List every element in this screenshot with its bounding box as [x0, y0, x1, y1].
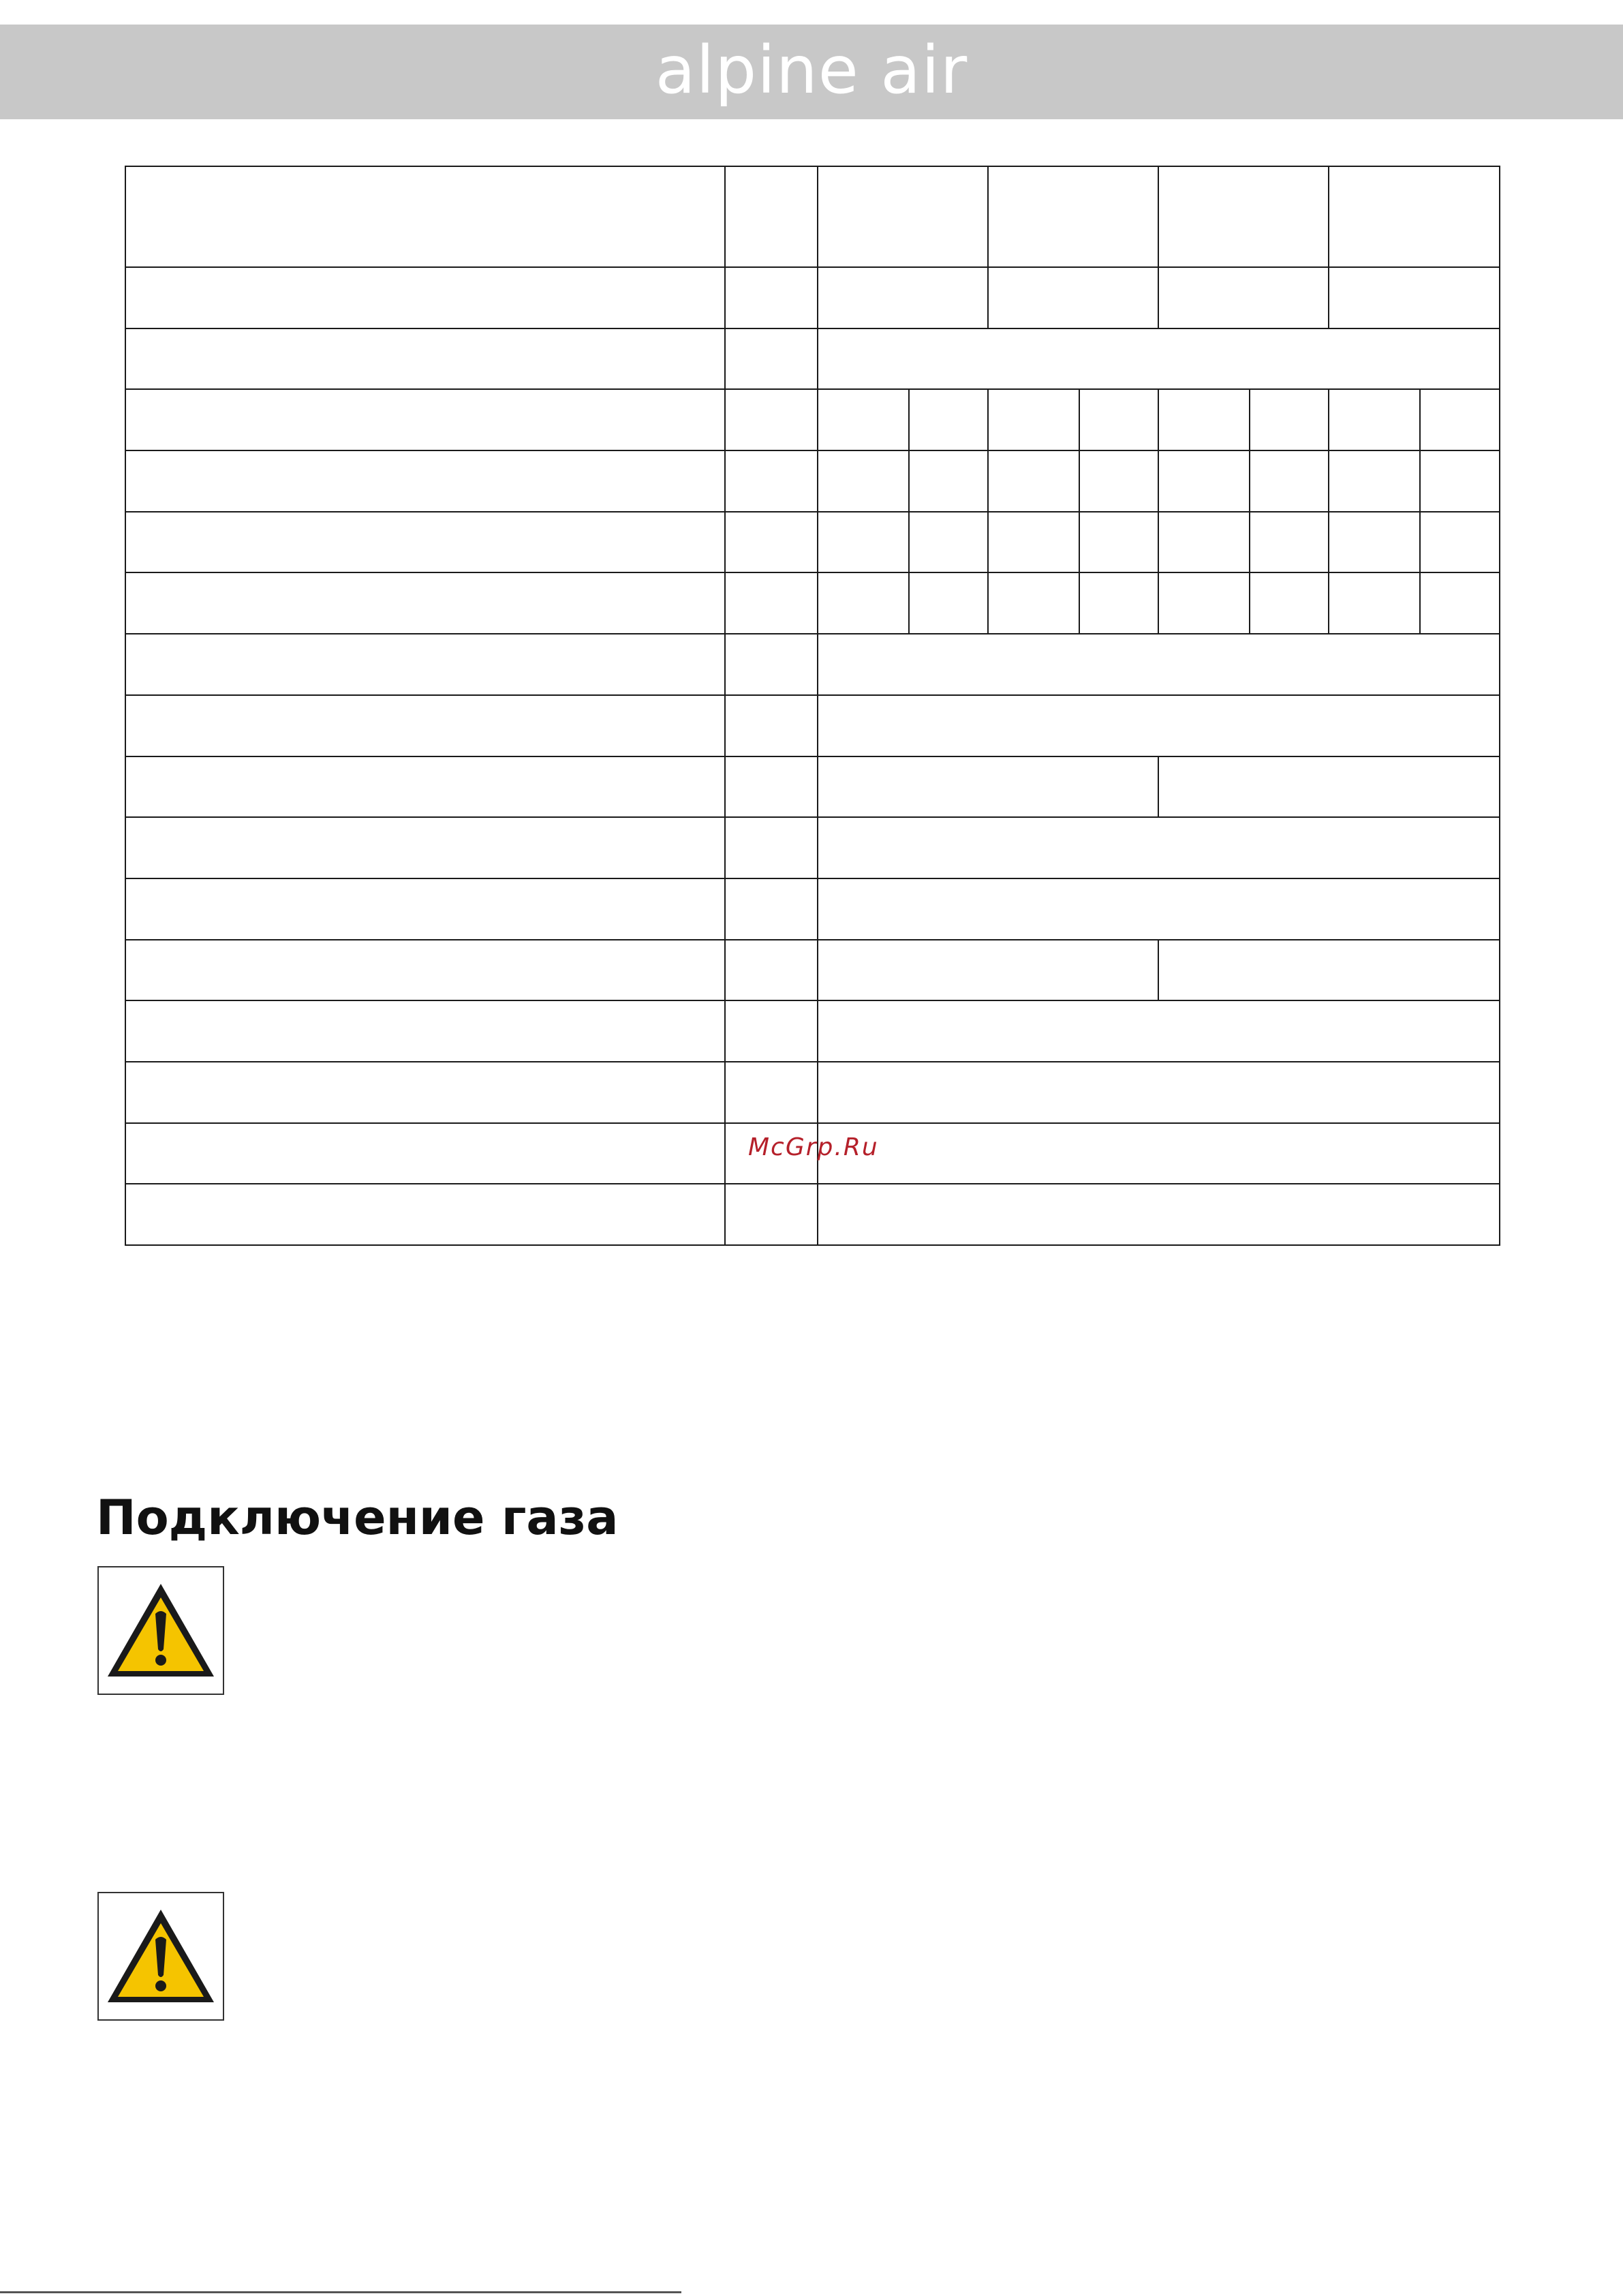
table-cell [125, 389, 725, 450]
table-cell [1250, 572, 1329, 634]
table-cell [1329, 512, 1420, 573]
table-cell [1079, 450, 1158, 512]
table-cell [125, 328, 725, 390]
table-cell [1158, 166, 1329, 267]
header-bar [0, 25, 1623, 119]
watermark-text[interactable]: McGrp.Ru [748, 1133, 879, 1161]
table-cell [1158, 572, 1250, 634]
table-cell [725, 572, 818, 634]
table-cell [125, 1184, 725, 1245]
warning-triangle-icon [104, 1905, 218, 2008]
section-title: Подключение газа [96, 1490, 619, 1546]
table-cell [1158, 450, 1250, 512]
table-row [125, 817, 1500, 878]
table-cell [725, 1000, 818, 1062]
table-cell [818, 512, 909, 573]
table-cell [125, 817, 725, 878]
table-cell [125, 695, 725, 756]
table-cell [725, 450, 818, 512]
table-cell [1329, 572, 1420, 634]
warning-sign-box [97, 1892, 224, 2021]
table-cell [818, 166, 988, 267]
table-row [125, 450, 1500, 512]
table-cell [1250, 389, 1329, 450]
table-cell [988, 512, 1079, 573]
table-cell [818, 1062, 1500, 1123]
table-cell [1420, 572, 1500, 634]
table-cell [725, 817, 818, 878]
table-cell [818, 328, 1500, 390]
table-cell [1079, 572, 1158, 634]
table-cell [725, 634, 818, 695]
table-cell [818, 756, 1158, 818]
table-row [125, 878, 1500, 940]
warning-triangle-icon [104, 1580, 218, 1682]
table-cell [725, 512, 818, 573]
table-cell [1158, 512, 1250, 573]
table-cell [1329, 389, 1420, 450]
table-row [125, 389, 1500, 450]
table-cell [1158, 389, 1250, 450]
table-cell [909, 450, 988, 512]
table-cell [818, 389, 909, 450]
table-cell [818, 450, 909, 512]
table-cell [1420, 389, 1500, 450]
table-cell [1158, 940, 1500, 1001]
table-cell [1079, 389, 1158, 450]
table-cell [125, 267, 725, 328]
table-cell [725, 756, 818, 818]
table-cell [125, 572, 725, 634]
table-cell [1250, 450, 1329, 512]
table-row [125, 512, 1500, 573]
table-cell [725, 1184, 818, 1245]
table-cell [125, 634, 725, 695]
table-cell [1250, 512, 1329, 573]
table-header-row [125, 166, 1500, 267]
table-cell [818, 817, 1500, 878]
table-cell [1420, 512, 1500, 573]
specification-table [125, 166, 1500, 1246]
table-cell [818, 940, 1158, 1001]
table-cell [1158, 756, 1500, 818]
table-cell [1420, 450, 1500, 512]
table-cell [125, 940, 725, 1001]
table-cell [1329, 166, 1500, 267]
table-row [125, 634, 1500, 695]
table-cell [1329, 450, 1420, 512]
table-cell [125, 1062, 725, 1123]
table-cell [988, 166, 1158, 267]
table-cell [125, 756, 725, 818]
table-cell [818, 1184, 1500, 1245]
table-row [125, 267, 1500, 328]
brand-logo-text: alpine air [655, 31, 968, 108]
table-cell [725, 389, 818, 450]
table-cell [818, 878, 1500, 940]
table-row [125, 695, 1500, 756]
table-cell [725, 940, 818, 1001]
table-cell [818, 267, 988, 328]
table-cell [125, 1000, 725, 1062]
table-cell [125, 450, 725, 512]
table-cell [988, 450, 1079, 512]
table-cell [1329, 267, 1500, 328]
table-cell [725, 166, 818, 267]
footer-divider [0, 2291, 681, 2293]
table-row [125, 1000, 1500, 1062]
table-cell [725, 1062, 818, 1123]
table-cell [725, 267, 818, 328]
table-cell [818, 572, 909, 634]
table-cell [988, 572, 1079, 634]
table-cell [1158, 267, 1329, 328]
table-cell [125, 1123, 725, 1184]
table-row [125, 572, 1500, 634]
table-cell [988, 389, 1079, 450]
table-cell [725, 328, 818, 390]
table-cell [909, 572, 988, 634]
table-cell [725, 695, 818, 756]
table-cell [909, 512, 988, 573]
table-row [125, 756, 1500, 818]
table-cell [818, 1000, 1500, 1062]
table-cell [125, 878, 725, 940]
table-cell [988, 267, 1158, 328]
table-cell [818, 1123, 1500, 1184]
table-cell [125, 166, 725, 267]
table-cell [1079, 512, 1158, 573]
table-cell [818, 634, 1500, 695]
warning-sign-box [97, 1566, 224, 1695]
table-cell [818, 695, 1500, 756]
table-cell [725, 878, 818, 940]
table-cell [909, 389, 988, 450]
table-row [125, 940, 1500, 1001]
table-row [125, 1184, 1500, 1245]
table-row [125, 328, 1500, 390]
table-cell [125, 512, 725, 573]
table-row [125, 1062, 1500, 1123]
